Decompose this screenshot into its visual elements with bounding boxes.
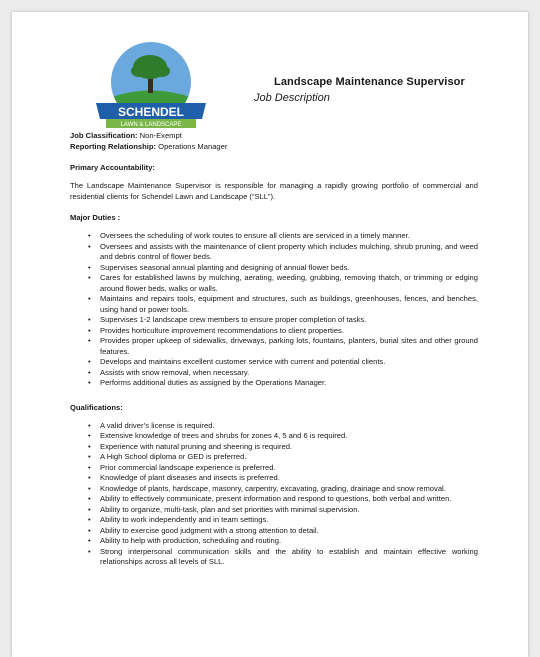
- logo-text-main: SCHENDEL: [117, 105, 185, 119]
- reporting-value: Operations Manager: [156, 141, 228, 151]
- list-item: • Knowledge of plants, hardscape, masonry, carpentry, excavating, grading, drainage and snow removal.: [100, 484, 478, 495]
- duties-list: [70, 231, 478, 389]
- list-item: • Ability to effectively communicate, present information and respond to questions, both verbal and written.: [100, 494, 478, 505]
- list-item: • Cares for established lawns by mulching, aerating, weeding, grubbing, removing thatch, or trimming or edging around flower beds, walks or walls.: [100, 273, 478, 294]
- reporting-label: Reporting Relationship:: [70, 141, 157, 151]
- header: [254, 76, 465, 104]
- logo-text-sub: LAWN & LANDSCAPE: [120, 122, 182, 128]
- document-title: Landscape Maintenance Supervisor: [274, 76, 465, 88]
- classification-value: Non-Exempt: [137, 131, 182, 140]
- list-item: • Prior commercial landscape experience is preferred.: [100, 463, 478, 474]
- classification-label: Job Classification:: [70, 131, 138, 140]
- list-item: • A valid driver’s license is required.: [100, 421, 478, 432]
- list-item: • Develops and maintains excellent customer service with current and potential clients.: [100, 357, 478, 368]
- primary-text: The Landscape Maintenance Supervisor is responsible for managing a rapidly growing portfolio of commercial and residential clients for Schendel Lawn and Landscape (“SLL”).: [70, 181, 478, 201]
- document-page: [12, 12, 528, 657]
- list-item: • A High School diploma or GED is preferred.: [100, 452, 478, 463]
- list-item: • Performs additional duties as assigned by the Operations Manager.: [100, 378, 478, 389]
- list-item: • Knowledge of plant diseases and insects is preferred.: [100, 473, 478, 484]
- document-body: [70, 131, 478, 568]
- list-item: • Assists with snow removal, when necessary.: [100, 368, 478, 379]
- list-item: • Supervises seasonal annual planting and designing of annual flower beds.: [100, 263, 478, 274]
- document-subtitle: Job Description: [254, 92, 330, 104]
- list-item: • Provides horticulture improvement recommendations to client properties.: [100, 326, 478, 337]
- reporting-row: [70, 142, 478, 153]
- duties-heading: Major Duties :: [70, 213, 121, 223]
- list-item: • Ability to exercise good judgment with a strong attention to detail.: [100, 526, 478, 537]
- list-item: • Experience with natural pruning and sheering is required.: [100, 442, 478, 453]
- company-logo: [86, 37, 216, 137]
- primary-heading: Primary Accountability:: [70, 163, 155, 172]
- list-item: • Oversees the scheduling of work routes to ensure all clients are serviced in a timely manner.: [100, 231, 478, 242]
- list-item: • Ability to organize, multi-task, plan and set priorities with minimal supervision.: [100, 505, 478, 516]
- list-item: • Oversees and assists with the maintenance of client property which includes mulching, shrub pruning, and weed and debris control of flower beds.: [100, 242, 478, 263]
- list-item: • Strong interpersonal communication skills and the ability to establish and maintain effective working relationships across all levels of SLL.: [100, 547, 478, 568]
- list-item: • Supervises 1-2 landscape crew members to ensure proper completion of tasks.: [100, 315, 478, 326]
- list-item: • Ability to help with production, scheduling and routing.: [100, 536, 478, 547]
- list-item: • Maintains and repairs tools, equipment and structures, such as buildings, greenhouses, fences, and benches, using hand or power tools.: [100, 294, 478, 315]
- classification-row: [70, 131, 478, 142]
- list-item: • Extensive knowledge of trees and shrubs for zones 4, 5 and 6 is required.: [100, 431, 478, 442]
- qualifications-list: [70, 421, 478, 568]
- list-item: • Ability to work independently and in team settings.: [100, 515, 478, 526]
- list-item: • Provides proper upkeep of sidewalks, driveways, parking lots, fountains, planters, burial sites and other ground features.: [100, 336, 478, 357]
- qualifications-heading: Qualifications:: [70, 402, 123, 412]
